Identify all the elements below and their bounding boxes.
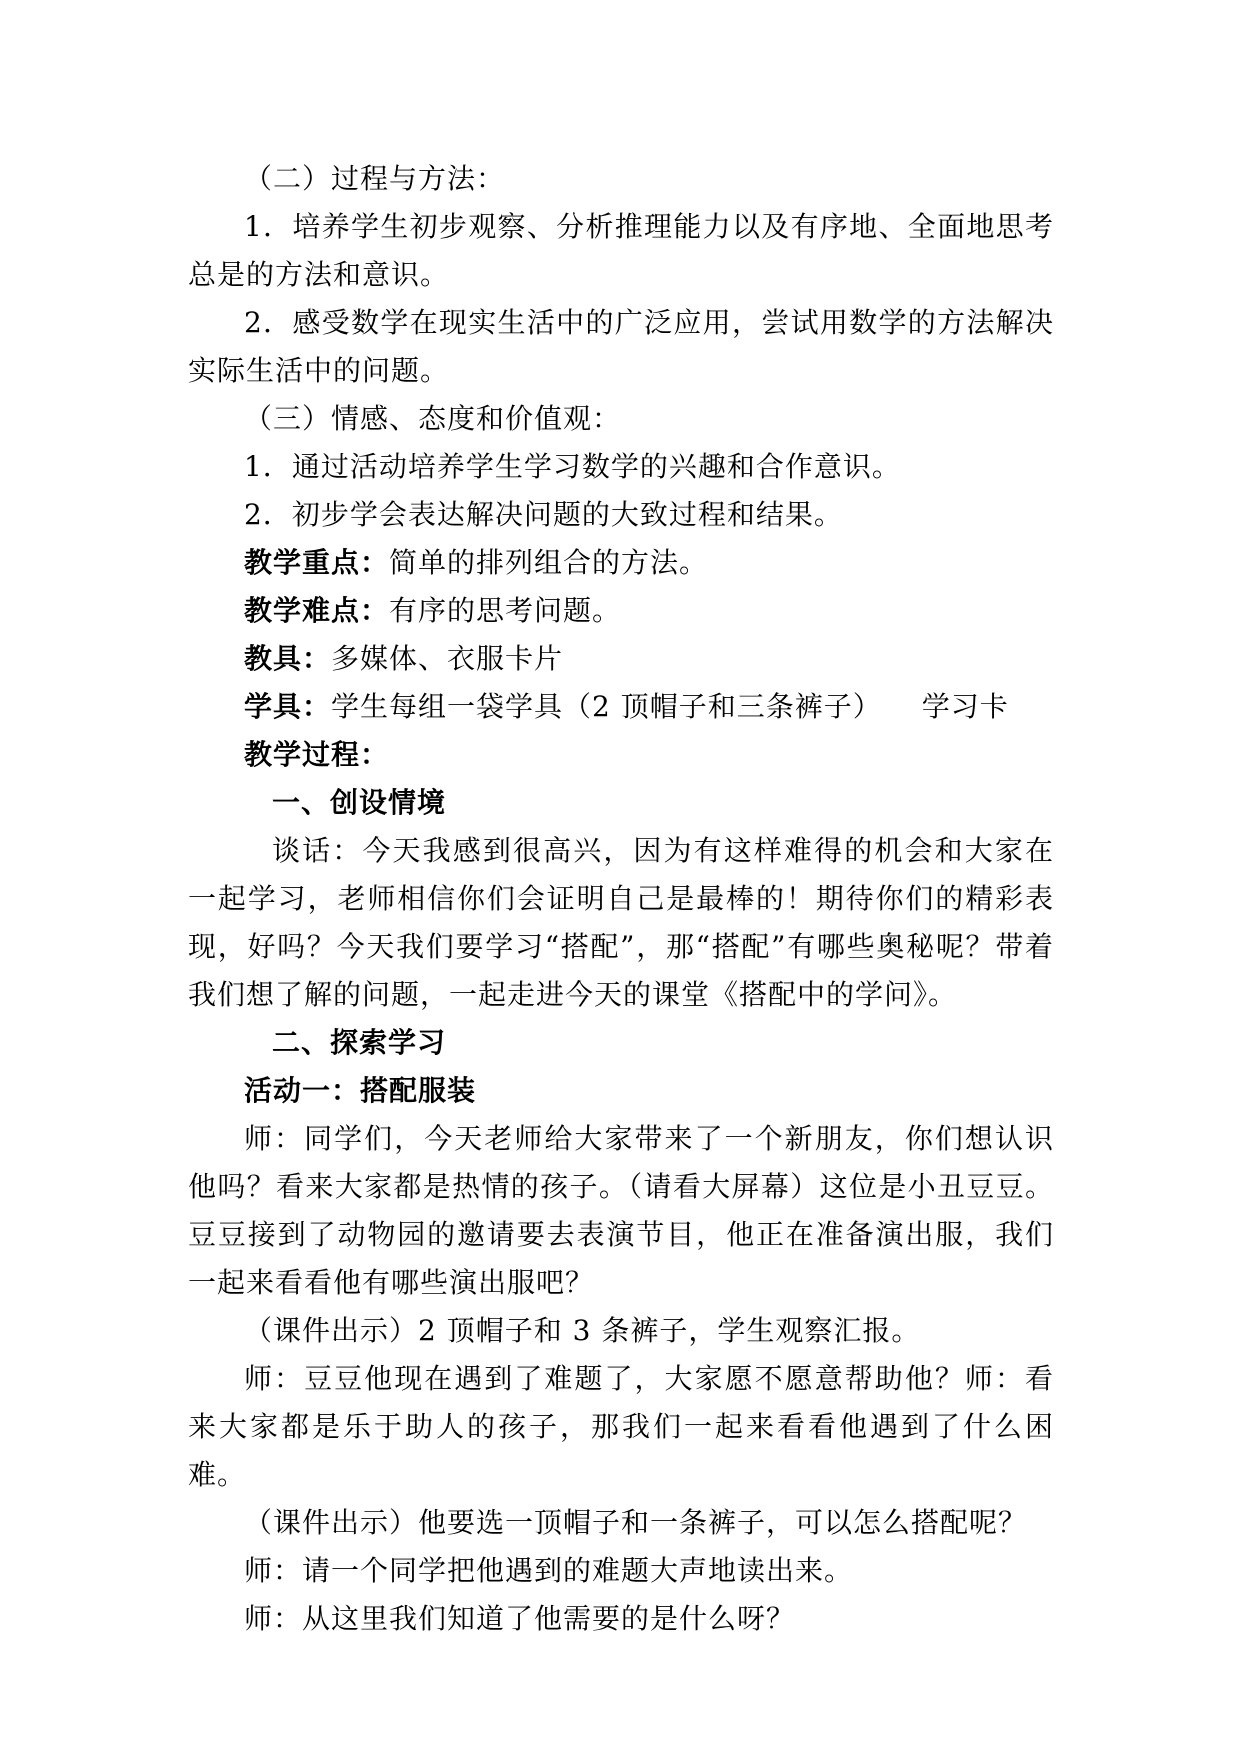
activity1-heading: 活动一：搭配服装 <box>244 1074 477 1107</box>
teacher-tools <box>188 635 1054 683</box>
teacher-tools-text: 多媒体、衣服卡片 <box>331 642 564 675</box>
key-point-text: 简单的排列组合的方法。 <box>389 546 709 579</box>
difficulty-text: 有序的思考问题。 <box>389 594 622 627</box>
activity1-para-2: （课件出示）2 顶帽子和 3 条裤子，学生观察汇报。 <box>244 1314 921 1347</box>
student-tools-extra: 学习卡 <box>921 690 1009 723</box>
student-tools <box>188 683 1054 731</box>
teacher-tools-label: 教具： <box>244 642 332 675</box>
section3-title: （三）情感、态度和价值观： <box>244 402 622 435</box>
process-label: 教学过程： <box>244 738 390 771</box>
section2-title: （二）过程与方法： <box>244 162 506 195</box>
key-point <box>188 539 1054 587</box>
section3-item-2: 2．初步学会表达解决问题的大致过程和结果。 <box>244 498 843 531</box>
document-page <box>188 155 1054 1643</box>
activity1-para-1: 师：同学们，今天老师给大家带来了一个新朋友，你们想认识他吗？看来大家都是热情的孩子。（请看大屏幕）这位是小丑豆豆。豆豆接到了动物园的邀请要去表演节目，他正在准备演出服，我们一起来看看他有哪些演出服吧？ <box>188 1122 1054 1299</box>
part1-heading: 一、创设情境 <box>272 786 447 819</box>
key-point-label: 教学重点： <box>244 546 390 579</box>
part2-heading: 二、探索学习 <box>272 1026 447 1059</box>
activity1-para-3: 师：豆豆他现在遇到了难题了，大家愿不愿意帮助他？师：看来大家都是乐于助人的孩子，那我们一起来看看他遇到了什么困难。 <box>188 1362 1054 1491</box>
section2-item-2: 2．感受数学在现实生活中的广泛应用，尝试用数学的方法解决实际生活中的问题。 <box>188 306 1054 387</box>
activity1-para-5: 师：请一个同学把他遇到的难题大声地读出来。 <box>244 1554 854 1587</box>
difficulty <box>188 587 1054 635</box>
difficulty-label: 教学难点： <box>244 594 390 627</box>
activity1-para-6: 师：从这里我们知道了他需要的是什么呀？ <box>244 1602 796 1635</box>
section3-item-1: 1．通过活动培养学生学习数学的兴趣和合作意识。 <box>244 450 901 483</box>
section2-item-1: 1．培养学生初步观察、分析推理能力以及有序地、全面地思考总是的方法和意识。 <box>188 210 1054 291</box>
activity1-para-4: （课件出示）他要选一顶帽子和一条裤子，可以怎么搭配呢？ <box>244 1506 1028 1539</box>
student-tools-text: 学生每组一袋学具（2 顶帽子和三条裤子） <box>331 690 882 723</box>
part1-text: 谈话：今天我感到很高兴，因为有这样难得的机会和大家在一起学习，老师相信你们会证明自己是最棒的！期待你们的精彩表现，好吗？今天我们要学习“搭配”，那“搭配”有哪些奥秘呢？带着我们想了解的问题，一起走进今天的课堂《搭配中的学问》。 <box>188 834 1054 1011</box>
student-tools-label: 学具： <box>244 690 332 723</box>
